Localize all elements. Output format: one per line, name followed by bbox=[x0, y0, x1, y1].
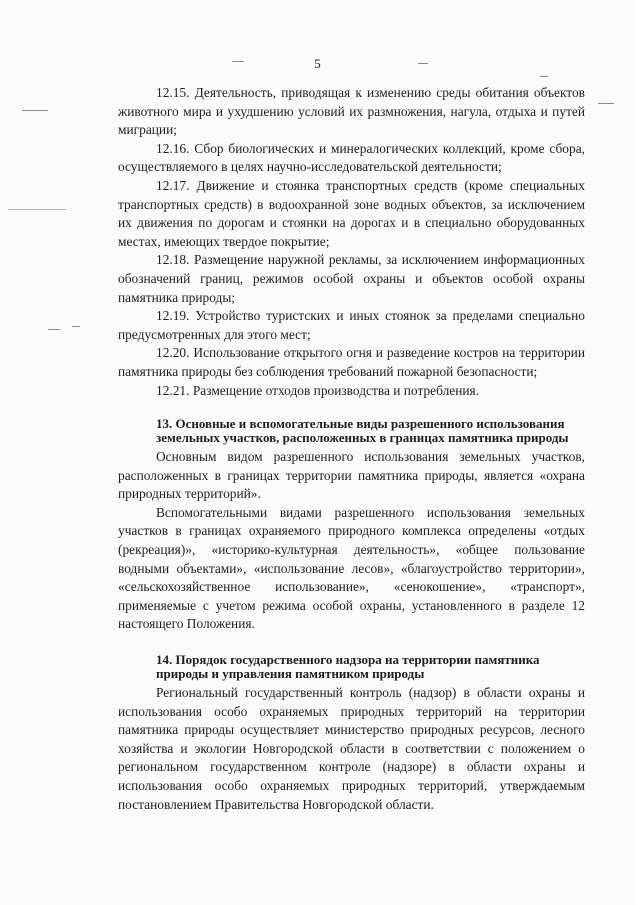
list-item-12-20: 12.20. Использование открытого огня и разведение костров на территории памятника природы без соблюдения требований пожарной безопасности; bbox=[118, 345, 585, 379]
section-13-paragraph: Вспомогательными видами разрешенного использования земельных участков в границах охраняемого природного комплекса определены «отдых (рекреация)», «историко-культурная деятельность», «общее пользование водными объектами», «использование лесов», «благоустройство территории», «сельскохозяйственное использование», «сенокошение», «транспорт», применяемые с учетом режима особой охраны, установленного в разделе 12 настоящего Положения. bbox=[118, 504, 585, 632]
page-number: 5 bbox=[314, 56, 321, 71]
list-item-12-19: 12.19. Устройство туристских и иных стоянок за пределами специально предусмотренных для этого мест; bbox=[118, 308, 585, 342]
section-14-heading: 14. Порядок государственного надзора на территории памятника природы и управления памятником природы bbox=[156, 652, 540, 681]
list-item-12-17: 12.17. Движение и стоянка транспортных средств (кроме специальных транспортных средств) в водоохранной зоне водных объектов, за исключением их движения по дорогам и стоянки на дорогах и в специально оборудованных местах, имеющих твердое покрытие; bbox=[118, 177, 585, 249]
scan-mark bbox=[22, 110, 48, 111]
scan-mark bbox=[48, 329, 60, 330]
scan-mark bbox=[8, 209, 66, 210]
list-item-12-15: 12.15. Деятельность, приводящая к изменению среды обитания объектов животного мира и ухудшению условий их размножения, нагула, отдыха и путей миграции; bbox=[118, 85, 585, 138]
section-13-heading: 13. Основные и вспомогательные виды разрешенного использования земельных участков, расположенных в границах памятника природы bbox=[156, 416, 569, 445]
section-13-paragraph: Основным видом разрешенного использования земельных участков, расположенных в границах территории памятника природы, является «охрана природных территорий». bbox=[118, 449, 585, 502]
list-item-12-21: 12.21. Размещение отходов производства и потребления. bbox=[156, 382, 480, 398]
scan-mark bbox=[598, 103, 614, 104]
list-item-12-18: 12.18. Размещение наружной рекламы, за исключением информационных обозначений границ, режимов особой охраны и объектов особой охраны памятника природы; bbox=[118, 252, 585, 305]
section-14-paragraph: Региональный государственный контроль (надзор) в области охраны и использования особо охраняемых природных территорий на территории памятника природы осуществляет министерство природных ресурсов, лесного хозяйства и экологии Новгородской области в соответствии с положением о региональном государственном контроле (надзоре) в области охраны и использования особо охраняемых природных территорий, утверждаемым постановлением Правительства Новгородской области. bbox=[118, 685, 585, 812]
scan-mark bbox=[540, 76, 548, 77]
list-item-12-16: 12.16. Сбор биологических и минералогических коллекций, кроме сбора, осуществляемого в целях научно-исследовательской деятельности; bbox=[118, 140, 585, 175]
document-body bbox=[118, 84, 585, 814]
scan-mark bbox=[72, 326, 80, 327]
